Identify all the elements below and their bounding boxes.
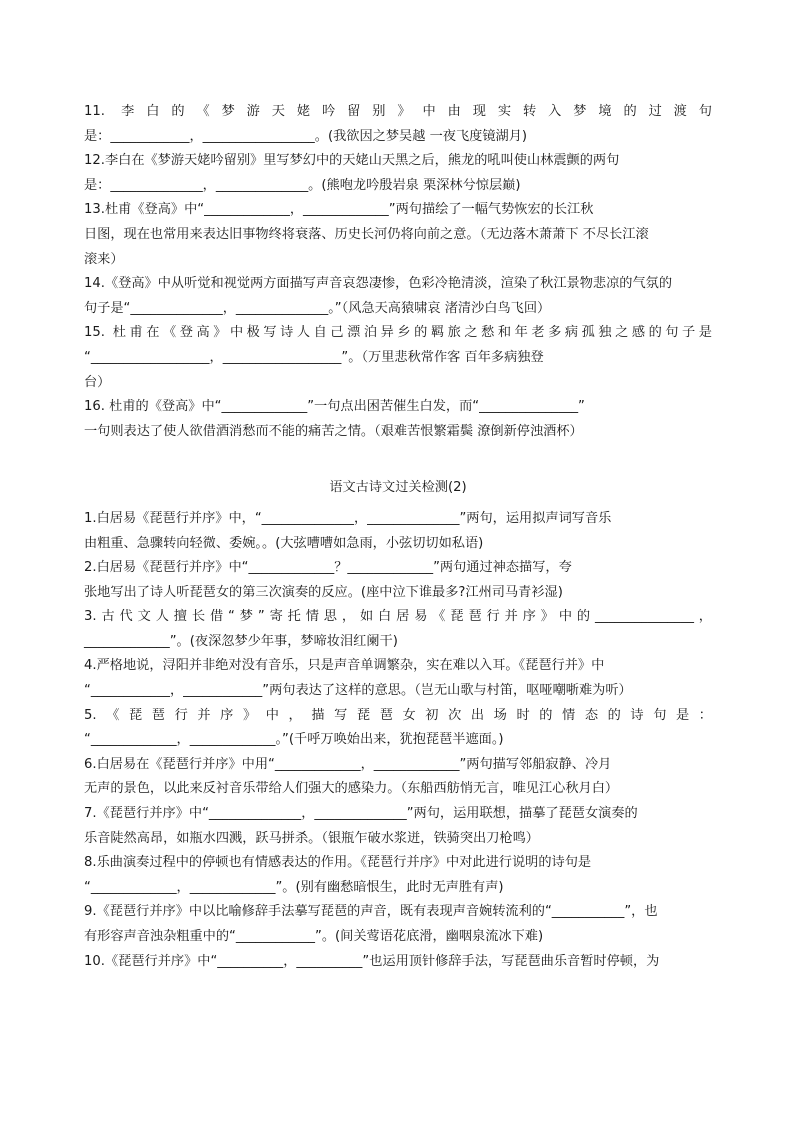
question-line: 11. 李白的《梦游天姥吟留别》中由现实转入梦境的过渡句 xyxy=(84,104,712,119)
question-item xyxy=(84,900,712,949)
question-line: “_____________，_____________。”(千呼万唤始出来，犹抱琵琶半遮面。) xyxy=(84,732,504,748)
question-line: “__________________，__________________”。（万里悲秋常作客 百年多病独登 xyxy=(84,349,544,365)
question-item xyxy=(84,198,712,272)
question-item xyxy=(84,149,712,198)
question-line: _____________”。(夜深忽梦少年事，梦啼妆泪红阑干) xyxy=(84,633,398,649)
question-item xyxy=(84,851,712,900)
document-body xyxy=(84,100,712,974)
question-line: 乐音陡然高昂，如瓶水四溅，跃马拼杀。（银瓶乍破水浆迸，铁骑突出刀枪鸣） xyxy=(84,830,539,846)
question-item xyxy=(84,272,712,321)
question-item xyxy=(84,321,712,395)
question-line: 7.《琵琶行并序》中“______________，______________”两句，运用联想，描摹了琵琶女演奏的 xyxy=(84,806,638,822)
question-line: 1.白居易《琵琶行并序》中，“______________，______________”两句，运用拟声词写音乐 xyxy=(84,510,612,526)
question-line: 张地写出了诗人听琵琶女的第三次演奏的反应。(座中泣下谁最多?江州司马青衫湿) xyxy=(84,584,563,600)
question-list-part-2 xyxy=(84,507,712,974)
section-title: 语文古诗文过关检测(2) xyxy=(329,480,467,496)
question-line: 2.白居易《琵琶行并序》中“_____________？_____________”两句通过神态描写，夸 xyxy=(84,560,572,576)
question-line: 12.李白在《梦游天姥吟留别》里写梦幻中的天姥山天黑之后，熊龙的吼叫使山林震颤的两句 xyxy=(84,153,620,169)
question-line: 句子是“______________，______________。”（风急天高猿啸哀 渚清沙白鸟飞回） xyxy=(84,300,551,316)
question-line: 16. 杜甫的《登高》中“_____________”一句点出困苦催生白发，而“_______________” xyxy=(84,399,585,415)
question-item xyxy=(84,753,712,802)
question-item xyxy=(84,802,712,851)
question-line: 15. 杜甫在《登高》中极写诗人自己漂泊异乡的羁旅之愁和年老多病孤独之感的句子是 xyxy=(84,325,712,341)
question-line: “_____________，_____________”。(别有幽愁暗恨生，此时无声胜有声) xyxy=(84,879,504,895)
question-line: 9.《琵琶行并序》中以比喻修辞手法摹写琵琶的声音，既有表现声音婉转流利的“___________”，也 xyxy=(84,904,658,920)
question-item xyxy=(84,704,712,753)
question-line: 5.《琵琶行并序》中，描写琵琶女初次出场时的情态的诗句是： xyxy=(84,707,712,723)
question-line: 日图，现在也常用来表达旧事物终将衰落、历史长河仍将向前之意。（无边落木萧萧下 不尽长江滚 xyxy=(84,226,649,242)
question-line: 8.乐曲演奏过程中的停顿也有情感表达的作用。《琵琶行并序》中对此进行说明的诗句是 xyxy=(84,855,592,871)
question-line: 是：______________，______________。(熊咆龙吟殷岩泉 栗深林兮惊层巅) xyxy=(84,177,521,193)
question-item xyxy=(84,950,712,975)
question-line: 滚来） xyxy=(84,251,124,267)
question-item xyxy=(84,605,712,654)
question-line: 由粗重、急骤转向轻微、委婉。。(大弦嘈嘈如急雨，小弦切切如私语) xyxy=(84,535,484,551)
question-line: 是：____________，_________________。(我欲因之梦吴越 一夜飞度镜湖月) xyxy=(84,128,528,144)
question-item xyxy=(84,507,712,556)
question-line: 4.严格地说，浔阳并非绝对没有音乐，只是声音单调繁杂，实在难以入耳。《琵琶行并》中 xyxy=(84,658,605,674)
question-item xyxy=(84,395,712,444)
question-line: 13.杜甫《登高》中“_____________，_____________”两句描绘了一幅气势恢宏的长江秋 xyxy=(84,202,594,218)
question-item xyxy=(84,556,712,605)
question-line: 3.古代文人擅长借“梦”寄托情思，如白居易《琵琶行并序》中的_______________， xyxy=(84,609,712,625)
question-line: 台） xyxy=(84,374,111,390)
question-line: 14.《登高》中从听觉和视觉两方面描写声音哀怨凄惨，色彩冷艳清淡，渲染了秋江景物悲凉的气氛的 xyxy=(84,276,673,292)
question-line: 一句则表达了使人欲借酒消愁而不能的痛苦之情。（艰难苦恨繁霜鬓 潦倒新停浊酒杯） xyxy=(84,423,583,439)
question-line: 无声的景色，以此来反衬音乐带给人们强大的感染力。（东船西舫悄无言，唯见江心秋月白） xyxy=(84,781,619,797)
question-line: 有形容声音浊杂粗重中的“____________”。(间关莺语花底滑，幽咽泉流冰下难) xyxy=(84,929,544,944)
question-item xyxy=(84,100,712,149)
question-line: “____________，____________”两句表达了这样的意思。（岂无山歌与村笛，呕哑嘲哳难为听） xyxy=(84,683,632,699)
question-list-part-1 xyxy=(84,100,712,444)
question-line: 10.《琵琶行并序》中“__________，__________”也运用顶针修辞手法，写琵琶曲乐音暂时停顿，为 xyxy=(84,953,660,969)
question-item xyxy=(84,654,712,703)
question-line: 6.白居易在《琵琶行并序》中用“_____________，_____________”两句描写邻船寂静、冷月 xyxy=(84,756,612,772)
